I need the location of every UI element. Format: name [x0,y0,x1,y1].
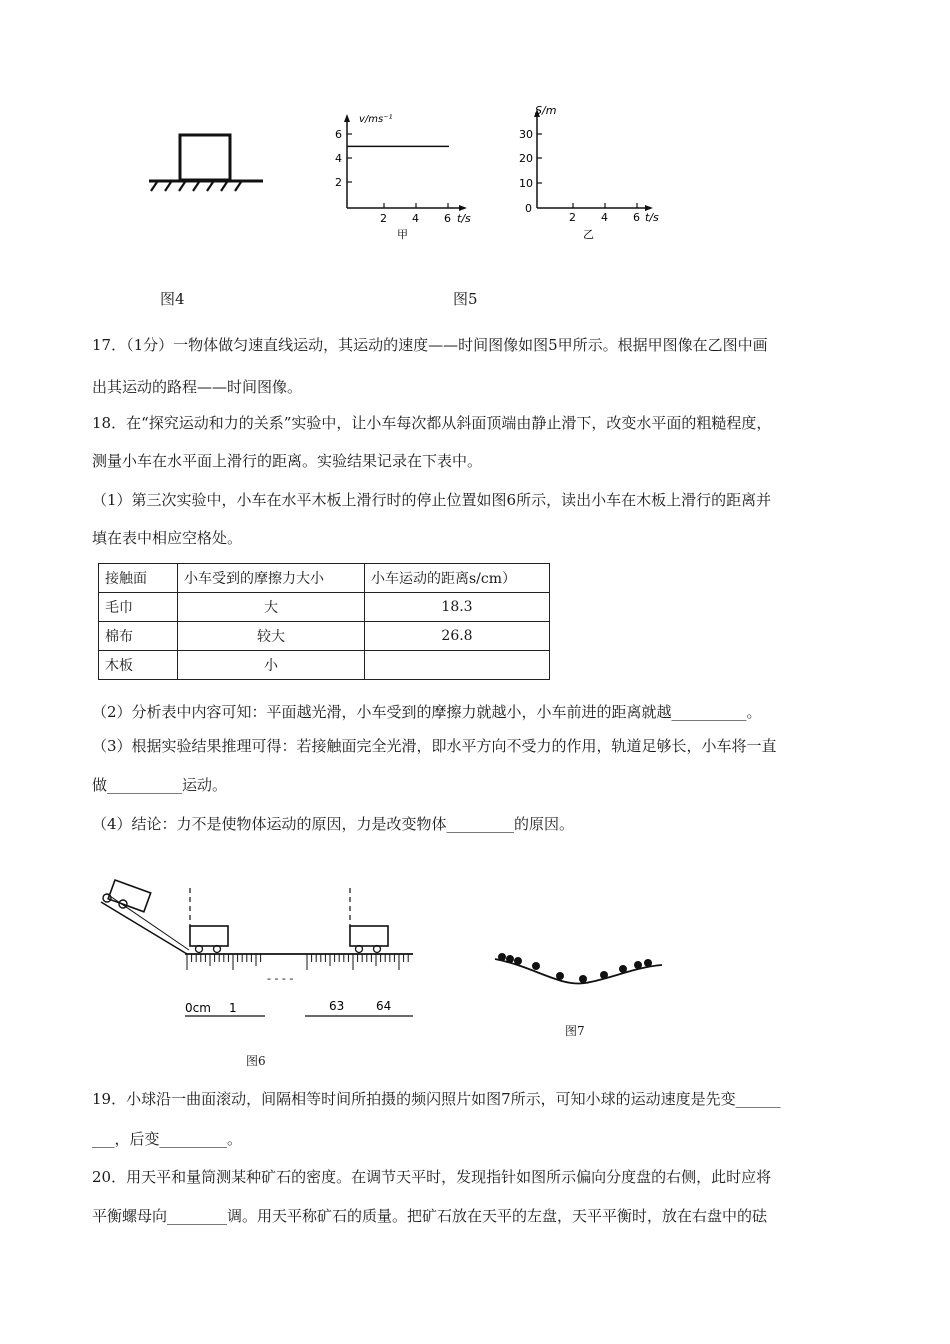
q19-line1: 19．小球沿一曲面滚动，间隔相等时间所拍摄的频闪照片如图7所示，可知小球的运动速度是先变______ [92,1090,781,1108]
table-cell: 较大 [178,622,365,651]
jia-sublabel: 甲 [397,228,408,241]
q19-line2: ___，后变_________。 [92,1130,243,1148]
ruler-label-64: 64 [376,999,392,1013]
yi-ytick-0: 0 [525,202,532,215]
q18-3-line1: （3）根据实验结果推理可得：若接触面完全光滑，即水平方向不受力的作用，轨道足够长，小车将一直 [92,737,777,755]
jia-ytick-4: 4 [335,152,342,165]
table-cell: 26.8 [365,622,550,651]
ruler-gap-marks: - - - - [267,972,294,985]
q20-line2: 平衡螺母向________调。用天平称矿石的质量。把矿石放在天平的左盘，天平平衡时，放在右盘中的砝 [92,1207,768,1225]
table-header-cell: 小车运动的距离s/cm） [365,564,550,593]
q18-line2: 测量小车在水平面上滑行的距离。实验结果记录在下表中。 [92,452,483,470]
yi-sublabel: 乙 [583,228,594,241]
table-row [99,622,550,651]
yi-xtick-6: 6 [633,211,640,224]
table-cell: 18.3 [365,593,550,622]
fig6-incline-ruler [95,858,425,1028]
q18-2: （2）分析表中内容可知：平面越光滑，小车受到的摩擦力就越小，小车前进的距离就越__________。 [92,703,762,721]
ruler-label-63: 63 [329,999,345,1013]
yi-ylabel: S/m [535,104,557,117]
yi-xlabel: t/s [645,211,659,224]
fig5-yi-graph [515,100,675,245]
yi-ytick-30: 30 [519,128,533,141]
table-row [99,593,550,622]
fig5-jia-graph [325,108,485,243]
fig7-ball-curve [490,945,670,1000]
jia-xtick-4: 4 [412,212,419,225]
table-header-cell: 小车受到的摩擦力大小 [178,564,365,593]
jia-ytick-6: 6 [335,128,342,141]
fig4-block-on-ground [145,125,270,195]
ruler-label-0cm: 0cm [185,1001,211,1015]
table-cell: 大 [178,593,365,622]
table-cell: 毛巾 [99,593,178,622]
jia-ytick-2: 2 [335,176,342,189]
yi-ytick-20: 20 [519,152,533,165]
jia-ylabel: v/ms⁻¹ [359,114,393,125]
q17-line1: 17．（1分）一物体做匀速直线运动，其运动的速度——时间图像如图5甲所示。根据甲图像在乙图中画 [92,336,768,354]
table-cell: 木板 [99,651,178,680]
q17-line2: 出其运动的路程——时间图像。 [92,378,303,396]
table-row [99,651,550,680]
ruler-label-1: 1 [229,1001,237,1015]
fig4-caption: 图4 [160,290,185,308]
q18-3-line2: 做__________运动。 [92,776,228,794]
table-cell-blank[interactable] [365,651,550,680]
jia-xtick-6: 6 [444,212,451,225]
fig7-caption: 图7 [565,1024,585,1038]
yi-xtick-4: 4 [601,211,608,224]
yi-ytick-10: 10 [519,177,533,190]
table-cell: 小 [178,651,365,680]
jia-xtick-2: 2 [380,212,387,225]
table-header-row [99,564,550,593]
experiment-table [98,563,550,680]
q18-1-line1: （1）第三次实验中，小车在水平木板上滑行时的停止位置如图6所示，读出小车在木板上滑行的距离并 [92,491,772,509]
jia-xlabel: t/s [457,212,471,225]
q18-4: （4）结论：力不是使物体运动的原因，力是改变物体_________的原因。 [92,815,575,833]
fig5-caption: 图5 [453,290,478,308]
q18-1-line2: 填在表中相应空格处。 [92,529,243,547]
fig6-caption: 图6 [246,1054,266,1068]
q20-line1: 20．用天平和量筒测某种矿石的密度。在调节天平时，发现指针如图所示偏向分度盘的右侧，此时应将 [92,1168,772,1186]
table-header-cell: 接触面 [99,564,178,593]
q18-line1: 18．在“探究运动和力的关系”实验中，让小车每次都从斜面顶端由静止滑下，改变水平面的粗糙程度， [92,414,772,432]
yi-xtick-2: 2 [569,211,576,224]
table-cell: 棉布 [99,622,178,651]
